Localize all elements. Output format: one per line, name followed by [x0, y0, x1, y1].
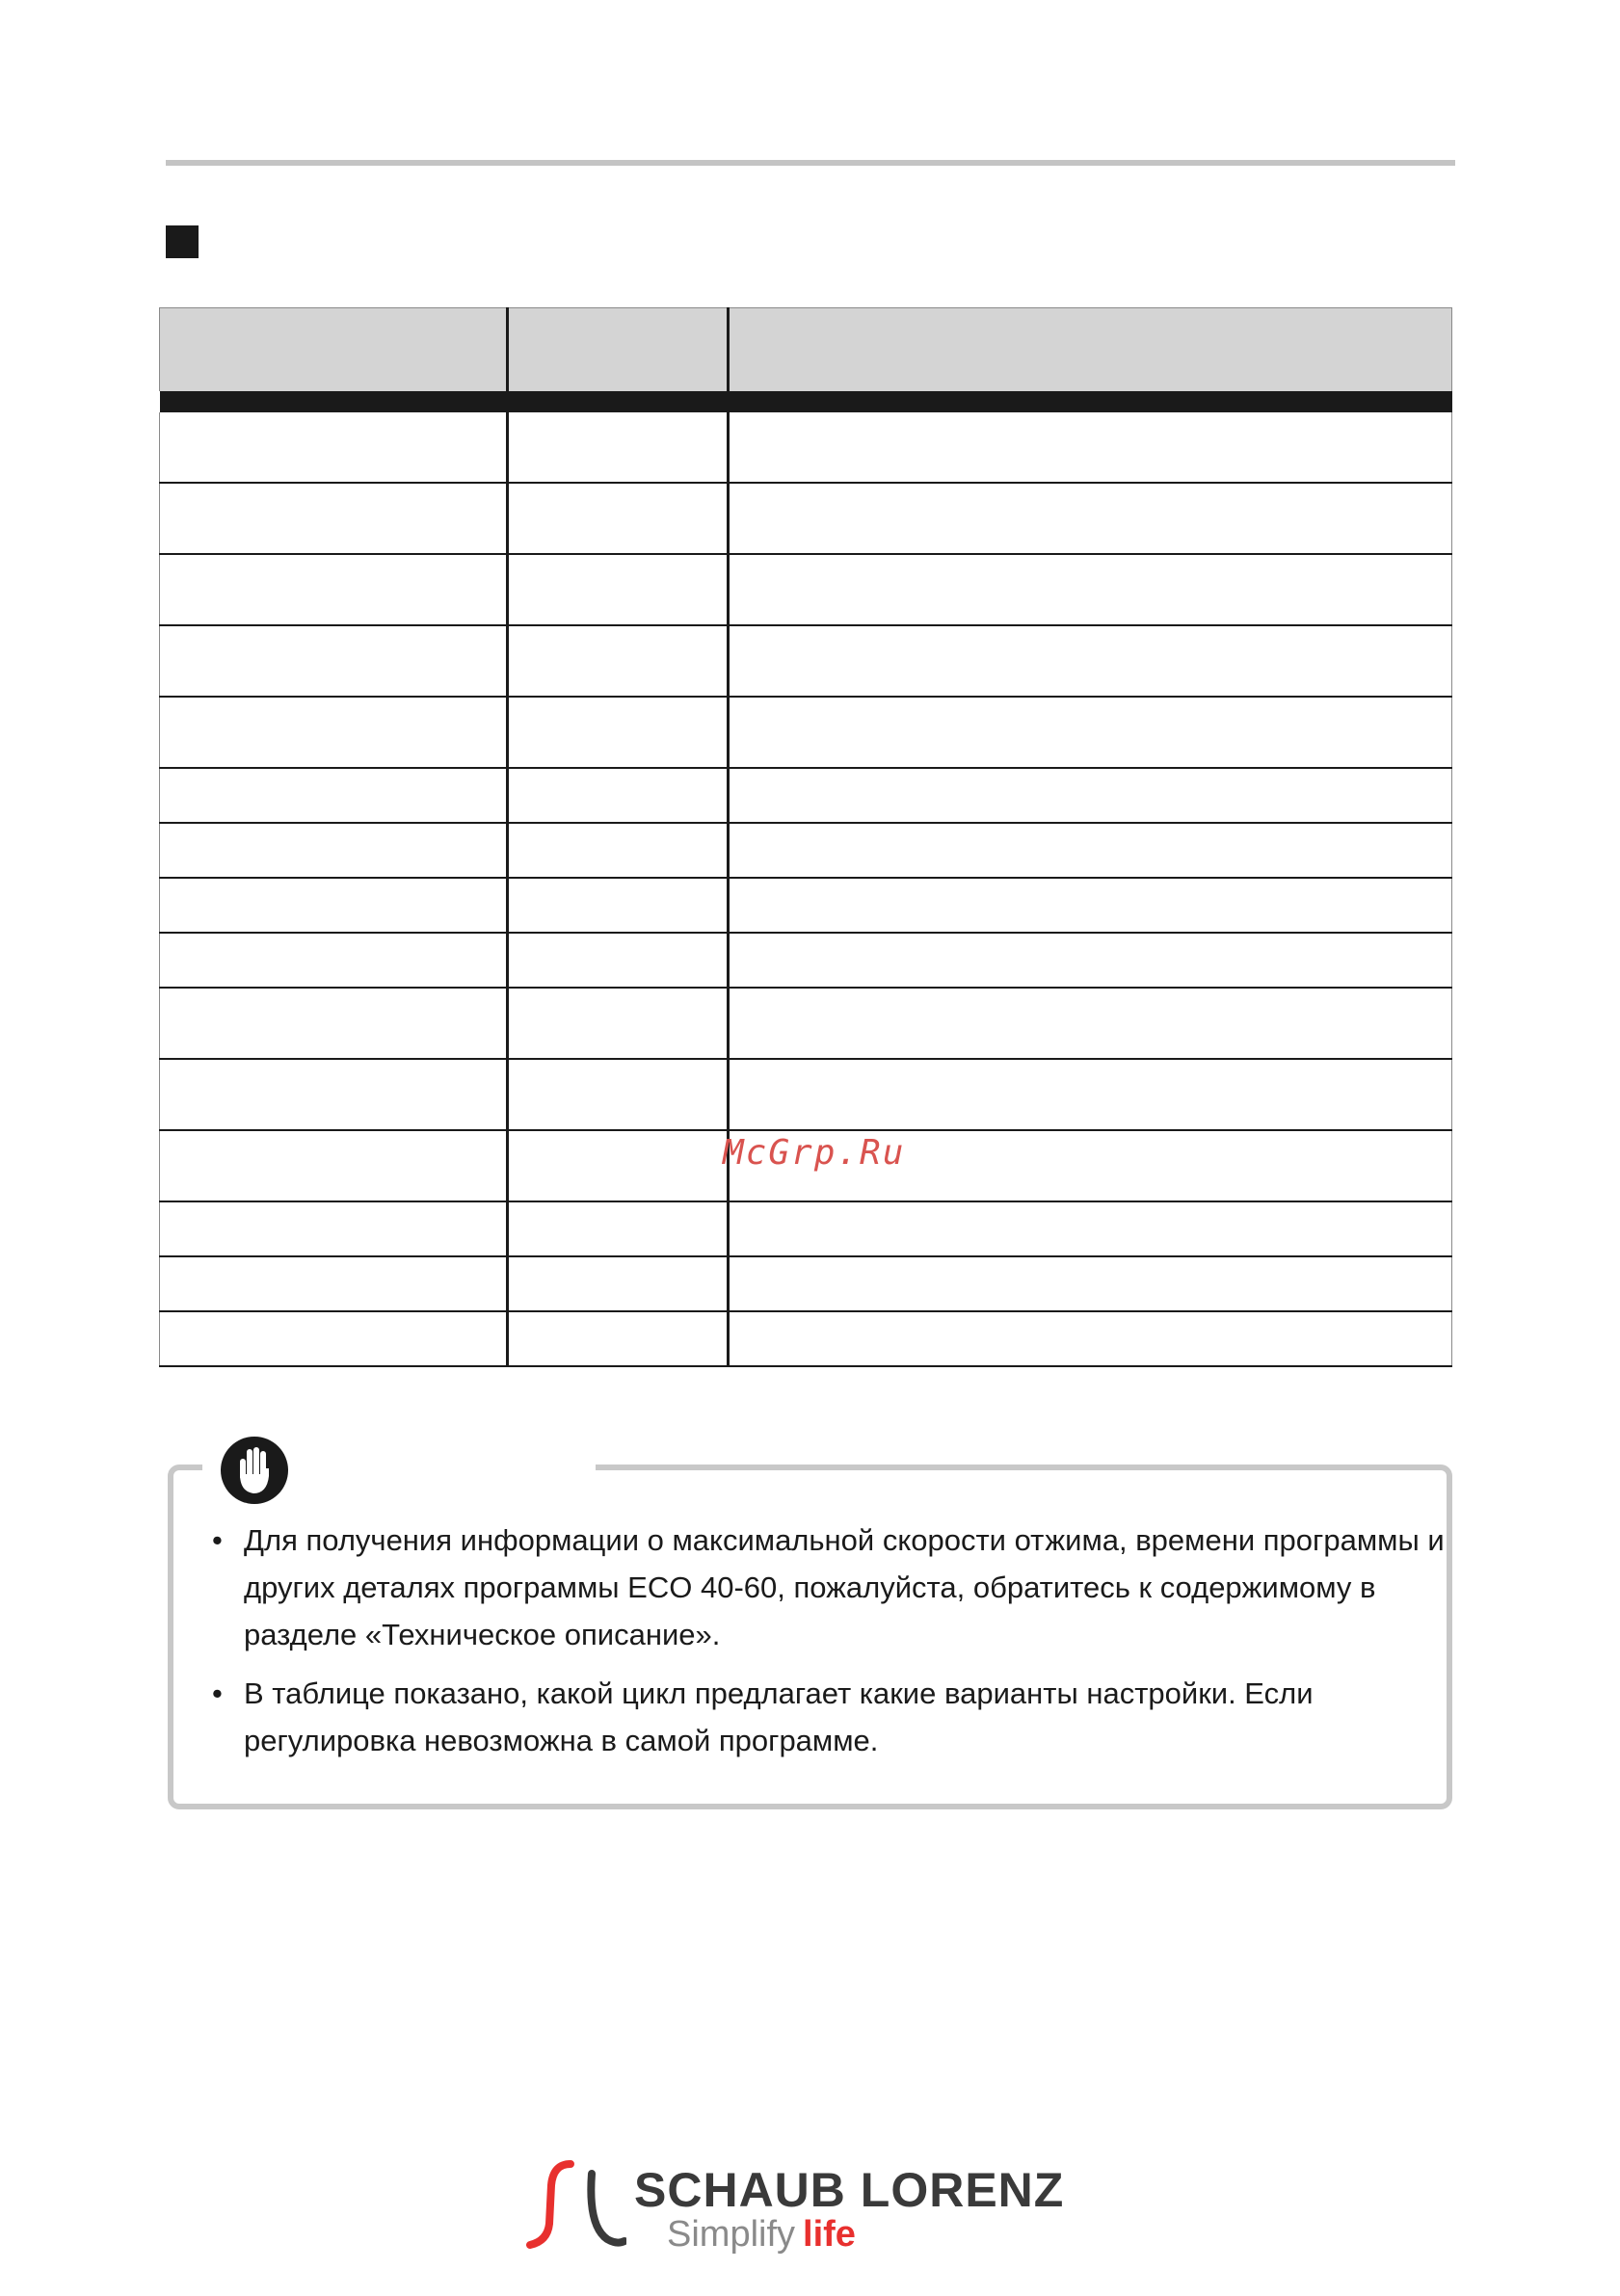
table-row — [160, 823, 1452, 878]
table-row — [160, 554, 1452, 625]
table-header-cell-program — [160, 308, 508, 392]
table-row — [160, 1201, 1452, 1256]
table-header-cell-options — [729, 308, 1452, 392]
table-row — [160, 412, 1452, 483]
tagline-life: life — [803, 2214, 856, 2255]
bullet: • — [212, 1676, 223, 1710]
table-row — [160, 768, 1452, 823]
table-header-bar — [160, 391, 1452, 412]
note-text: Для получения информации о максимальной скорости отжима, времени программы и других деталях программы ECO 40-60, пожалуйста, обратитесь к содержимому в разделе «Техническое описание». — [244, 1523, 1445, 1651]
brand-name: SCHAUB LORENZ — [634, 2163, 1065, 2217]
table-row — [160, 483, 1452, 554]
table-row — [160, 1256, 1452, 1311]
table-header-cell-value — [508, 308, 729, 392]
top-divider — [166, 160, 1455, 166]
watermark: McGrp.Ru — [723, 1133, 906, 1173]
table-row — [160, 625, 1452, 697]
table-header-row — [160, 308, 1452, 392]
tagline-simplify: Simplify — [667, 2214, 796, 2255]
program-table — [159, 307, 1451, 1367]
brand-logo — [520, 2156, 1065, 2262]
note-text: В таблице показано, какой цикл предлагает какие варианты настройки. Если регулировка невозможна в самой программе. — [244, 1676, 1314, 1757]
sl-swoosh-icon — [520, 2156, 626, 2253]
table-row — [160, 697, 1452, 768]
table-row — [160, 1311, 1452, 1366]
note-list — [212, 1517, 1450, 1776]
table-row — [160, 878, 1452, 933]
hand-stop-icon — [221, 1437, 288, 1504]
table-row — [160, 1059, 1452, 1130]
bullet: • — [212, 1523, 223, 1557]
note-item — [212, 1517, 1450, 1658]
brand-tagline — [667, 2214, 856, 2256]
table-row — [160, 933, 1452, 988]
table-row — [160, 988, 1452, 1059]
note-item — [212, 1670, 1450, 1764]
section-marker — [166, 225, 199, 258]
